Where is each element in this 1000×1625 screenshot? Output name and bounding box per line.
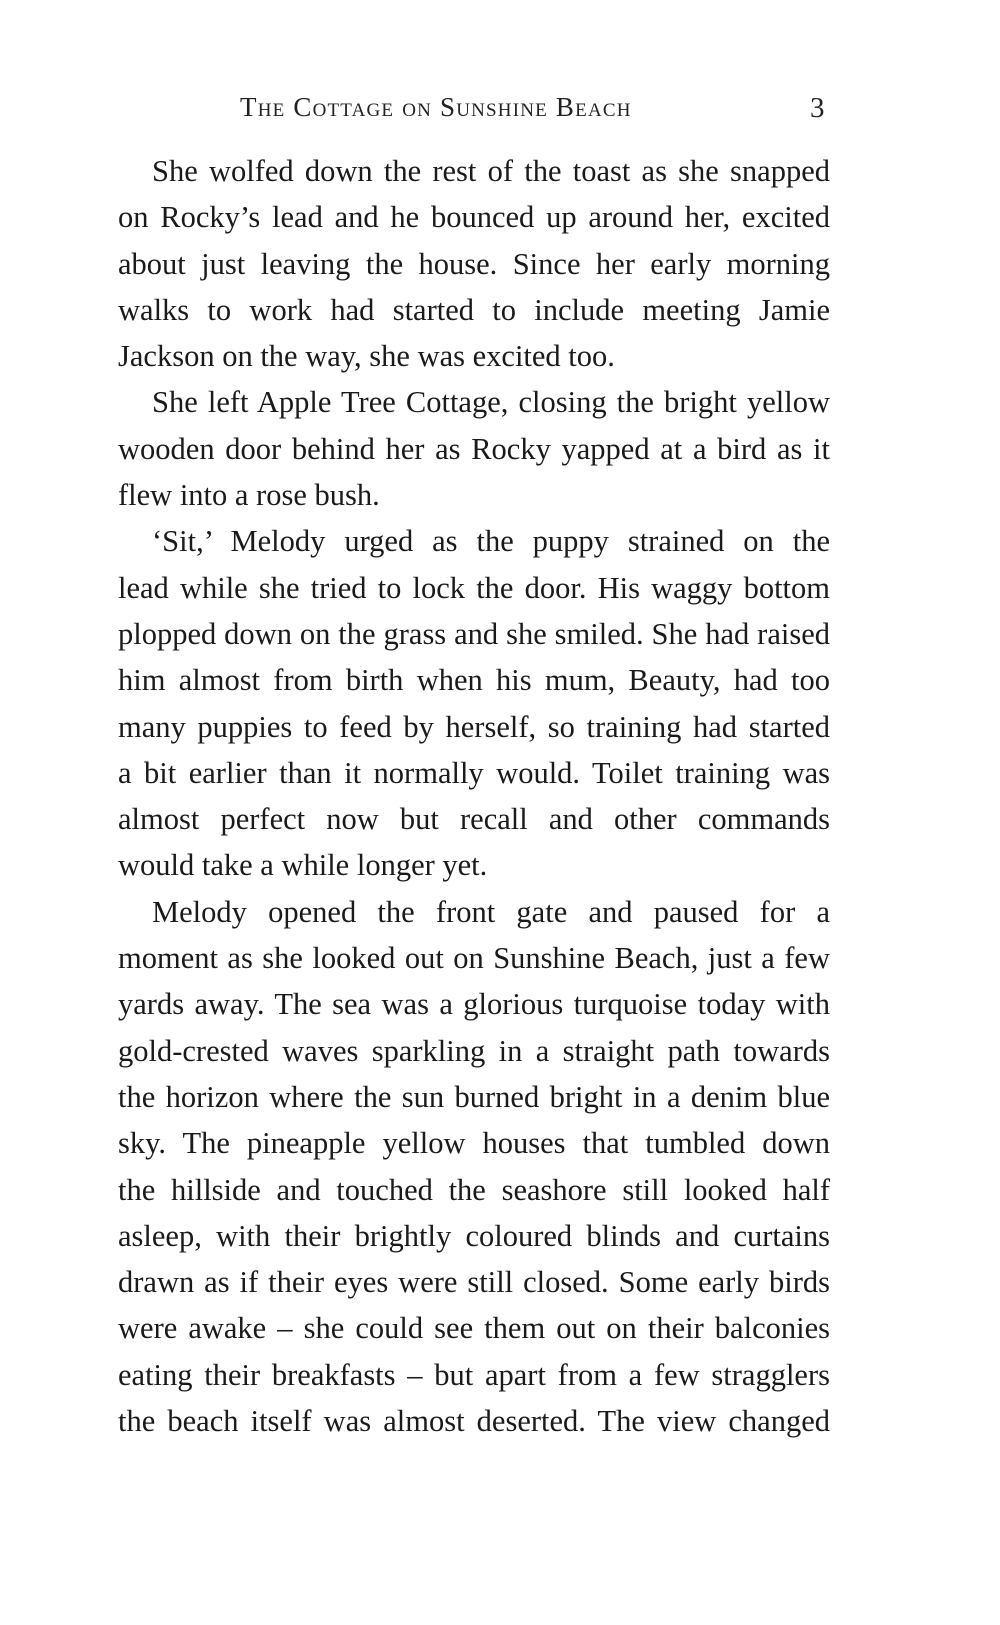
text-line: lead while she tried to lock the door. His waggy bottom [118,570,830,605]
text-line: flew into a rose bush. [118,478,380,513]
book-title: The Cottage on Sunshine Beach [240,92,632,122]
text-line: She left Apple Tree Cottage, closing the bright yellow [152,385,830,420]
text-line: asleep, with their brightly coloured blinds and curtains [118,1218,830,1253]
text-line: moment as she looked out on Sunshine Beach, just a few [118,941,830,976]
text-line: She wolfed down the rest of the toast as she snapped [152,154,830,188]
text-line: sky. The pineapple yellow houses that tumbled down [118,1126,830,1161]
text-line: the hillside and touched the seashore still looked half [118,1172,830,1207]
text-line: plopped down on the grass and she smiled. She had raised [118,616,830,651]
running-head [0,92,1000,132]
text-line: walks to work had started to include meeting Jamie [118,292,830,327]
text-line: him almost from birth when his mum, Beauty, had too [118,663,830,698]
text-line: Melody opened the front gate and paused for a [152,894,830,929]
body-text [118,148,830,1444]
text-line: the beach itself was almost deserted. The view changed [118,1404,830,1439]
text-line: drawn as if their eyes were still closed. Some early birds [118,1265,830,1300]
text-line: the horizon where the sun burned bright in a denim blue [118,1079,830,1114]
page-number: 3 [810,92,825,124]
text-line: about just leaving the house. Since her early morning [118,246,830,281]
text-line: would take a while longer yet. [118,848,488,883]
text-line: on Rocky’s lead and he bounced up around her, excited [118,200,830,235]
text-line: ‘Sit,’ Melody urged as the puppy strained on the [152,524,830,559]
text-line: were awake – she could see them out on their balconies [118,1311,830,1346]
text-line: a bit earlier than it normally would. Toilet training was [118,755,830,790]
text-line: eating their breakfasts – but apart from a few stragglers [118,1357,830,1392]
text-line: Jackson on the way, she was excited too. [118,339,615,374]
text-line: gold-crested waves sparkling in a straight path towards [118,1033,830,1068]
text-line: wooden door behind her as Rocky yapped at a bird as it [118,431,830,466]
text-line: almost perfect now but recall and other commands [118,802,830,837]
text-line: many puppies to feed by herself, so training had started [118,709,830,744]
text-line: yards away. The sea was a glorious turquoise today with [118,987,830,1022]
